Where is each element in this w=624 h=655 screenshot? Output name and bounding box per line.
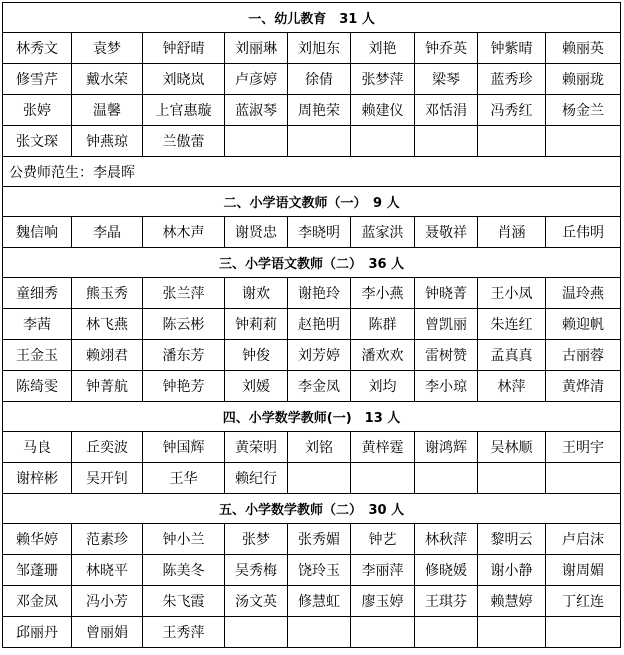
name-cell: 朱飞霞 — [143, 586, 225, 617]
name-cell: 林晓平 — [72, 555, 143, 586]
name-cell: 钟艳芳 — [143, 371, 225, 402]
name-cell: 饶玲玉 — [288, 555, 351, 586]
name-cell: 廖玉婷 — [351, 586, 415, 617]
name-cell: 王琪芬 — [415, 586, 478, 617]
name-cell: 蓝家洪 — [351, 217, 415, 248]
name-cell: 李茜 — [3, 309, 72, 340]
name-row — [3, 524, 621, 555]
name-cell: 赖建仪 — [351, 95, 415, 126]
name-cell: 刘均 — [351, 371, 415, 402]
name-cell: 温馨 — [72, 95, 143, 126]
name-cell: 李小琼 — [415, 371, 478, 402]
name-cell: 卢彦婷 — [225, 64, 288, 95]
name-cell: 朱连红 — [478, 309, 546, 340]
section-header-row — [3, 3, 621, 33]
name-cell: 邓恬涓 — [415, 95, 478, 126]
name-cell: 丁红连 — [546, 586, 621, 617]
name-cell: 王小凤 — [478, 278, 546, 309]
name-cell: 雷树赞 — [415, 340, 478, 371]
name-cell: 张梦萍 — [351, 64, 415, 95]
name-cell: 冯小芳 — [72, 586, 143, 617]
name-cell: 钟艺 — [351, 524, 415, 555]
name-cell: 钟菁航 — [72, 371, 143, 402]
name-cell: 刘丽琳 — [225, 33, 288, 64]
name-cell: 卢启沫 — [546, 524, 621, 555]
name-cell: 吴开钊 — [72, 463, 143, 494]
name-cell: 张婷 — [3, 95, 72, 126]
name-cell: 钟舒晴 — [143, 33, 225, 64]
section-note: 公费师范生：李晨晖 — [3, 157, 621, 187]
name-cell: 钟晓菁 — [415, 278, 478, 309]
name-cell: 林飞燕 — [72, 309, 143, 340]
name-cell: 王华 — [143, 463, 225, 494]
name-cell: 魏信响 — [3, 217, 72, 248]
section-title: 五、小学数学教师（二） 30 人 — [3, 494, 621, 524]
name-cell: 谢周媚 — [546, 555, 621, 586]
name-cell: 马良 — [3, 432, 72, 463]
name-cell: 林萍 — [478, 371, 546, 402]
name-row — [3, 278, 621, 309]
name-cell: 王秀萍 — [143, 617, 225, 648]
name-cell: 李金凤 — [288, 371, 351, 402]
name-cell: 李丽萍 — [351, 555, 415, 586]
name-cell: 刘晓岚 — [143, 64, 225, 95]
name-cell: 曾丽娟 — [72, 617, 143, 648]
name-cell — [225, 617, 288, 648]
name-row — [3, 217, 621, 248]
name-cell: 修雪芹 — [3, 64, 72, 95]
name-cell: 钟国辉 — [143, 432, 225, 463]
name-row — [3, 33, 621, 64]
name-cell: 钟紫晴 — [478, 33, 546, 64]
name-cell — [546, 126, 621, 157]
name-cell: 刘媛 — [225, 371, 288, 402]
name-cell: 张兰萍 — [143, 278, 225, 309]
name-cell: 赖丽英 — [546, 33, 621, 64]
section-header-row — [3, 248, 621, 278]
name-cell: 赵艳明 — [288, 309, 351, 340]
name-cell: 谢欢 — [225, 278, 288, 309]
name-cell: 陈美冬 — [143, 555, 225, 586]
section-title: 二、小学语文教师（一） 9 人 — [3, 187, 621, 217]
name-cell: 林秀文 — [3, 33, 72, 64]
name-row — [3, 309, 621, 340]
name-cell: 李小燕 — [351, 278, 415, 309]
name-cell: 张文琛 — [3, 126, 72, 157]
name-cell: 王明宇 — [546, 432, 621, 463]
name-row — [3, 64, 621, 95]
name-cell: 赖华婷 — [3, 524, 72, 555]
name-row — [3, 371, 621, 402]
section-header-row — [3, 402, 621, 432]
name-cell: 兰傲蕾 — [143, 126, 225, 157]
name-cell: 王金玉 — [3, 340, 72, 371]
name-cell: 钟燕琼 — [72, 126, 143, 157]
section-title: 一、幼儿教育 31 人 — [3, 3, 621, 33]
name-cell: 杨金兰 — [546, 95, 621, 126]
name-cell: 肖涵 — [478, 217, 546, 248]
name-cell: 刘铭 — [288, 432, 351, 463]
name-cell: 谢艳玲 — [288, 278, 351, 309]
name-cell — [288, 463, 351, 494]
name-cell: 邓金凤 — [3, 586, 72, 617]
name-cell: 钟乔英 — [415, 33, 478, 64]
name-cell: 潘欢欢 — [351, 340, 415, 371]
name-cell: 钟小兰 — [143, 524, 225, 555]
name-cell: 陈云彬 — [143, 309, 225, 340]
name-cell: 袁梦 — [72, 33, 143, 64]
name-cell: 谢梓彬 — [3, 463, 72, 494]
name-cell — [351, 617, 415, 648]
name-cell: 丘奕波 — [72, 432, 143, 463]
name-row — [3, 432, 621, 463]
name-cell — [225, 126, 288, 157]
name-row — [3, 126, 621, 157]
section-title: 四、小学数学教师(一) 13 人 — [3, 402, 621, 432]
name-row — [3, 95, 621, 126]
name-row — [3, 555, 621, 586]
name-cell: 刘芳婷 — [288, 340, 351, 371]
name-cell: 刘旭东 — [288, 33, 351, 64]
name-cell — [415, 126, 478, 157]
name-cell — [546, 617, 621, 648]
name-cell: 周艳荣 — [288, 95, 351, 126]
name-cell: 陈绮雯 — [3, 371, 72, 402]
name-cell: 钟莉莉 — [225, 309, 288, 340]
name-cell: 谢鸿辉 — [415, 432, 478, 463]
name-cell: 范素珍 — [72, 524, 143, 555]
name-cell — [288, 617, 351, 648]
name-cell: 吴林顺 — [478, 432, 546, 463]
name-cell: 钟俊 — [225, 340, 288, 371]
name-cell: 林木声 — [143, 217, 225, 248]
name-cell: 张梦 — [225, 524, 288, 555]
section-header-row — [3, 494, 621, 524]
name-cell: 温玲燕 — [546, 278, 621, 309]
name-cell: 蓝淑琴 — [225, 95, 288, 126]
name-cell — [351, 126, 415, 157]
name-cell: 古丽蓉 — [546, 340, 621, 371]
name-cell: 李晓明 — [288, 217, 351, 248]
name-cell — [478, 126, 546, 157]
name-cell: 赖慧婷 — [478, 586, 546, 617]
note-row — [3, 157, 621, 187]
name-cell: 赖纪行 — [225, 463, 288, 494]
name-cell: 赖翊君 — [72, 340, 143, 371]
name-cell: 曾凯丽 — [415, 309, 478, 340]
name-cell: 丘伟明 — [546, 217, 621, 248]
name-cell: 黄烨清 — [546, 371, 621, 402]
name-cell: 谢小静 — [478, 555, 546, 586]
name-cell: 徐倩 — [288, 64, 351, 95]
name-cell: 冯秀红 — [478, 95, 546, 126]
name-row — [3, 340, 621, 371]
name-cell: 熊玉秀 — [72, 278, 143, 309]
name-cell: 修慧虹 — [288, 586, 351, 617]
name-cell: 戴水荣 — [72, 64, 143, 95]
section-header-row — [3, 187, 621, 217]
name-cell: 赖迎帆 — [546, 309, 621, 340]
name-cell: 吴秀梅 — [225, 555, 288, 586]
name-cell — [288, 126, 351, 157]
name-cell: 陈群 — [351, 309, 415, 340]
name-cell — [478, 463, 546, 494]
name-cell — [478, 617, 546, 648]
name-cell: 林秋萍 — [415, 524, 478, 555]
name-cell: 童细秀 — [3, 278, 72, 309]
name-cell: 潘东芳 — [143, 340, 225, 371]
name-cell: 张秀媚 — [288, 524, 351, 555]
name-cell: 修晓媛 — [415, 555, 478, 586]
name-cell: 孟真真 — [478, 340, 546, 371]
name-cell — [546, 463, 621, 494]
name-cell: 黎明云 — [478, 524, 546, 555]
name-cell: 刘艳 — [351, 33, 415, 64]
name-cell: 黄梓霆 — [351, 432, 415, 463]
name-row — [3, 463, 621, 494]
name-cell: 汤文英 — [225, 586, 288, 617]
name-cell: 邹蓬珊 — [3, 555, 72, 586]
name-cell: 赖丽珑 — [546, 64, 621, 95]
name-cell: 聂敬祥 — [415, 217, 478, 248]
name-cell: 邱丽丹 — [3, 617, 72, 648]
name-cell: 黄荣明 — [225, 432, 288, 463]
name-cell: 李晶 — [72, 217, 143, 248]
section-title: 三、小学语文教师（二） 36 人 — [3, 248, 621, 278]
name-cell: 梁琴 — [415, 64, 478, 95]
name-cell — [351, 463, 415, 494]
name-cell: 蓝秀珍 — [478, 64, 546, 95]
name-cell: 上官惠璇 — [143, 95, 225, 126]
name-row — [3, 586, 621, 617]
name-cell — [415, 617, 478, 648]
teacher-list-table — [2, 2, 621, 648]
name-cell: 谢贤忠 — [225, 217, 288, 248]
name-cell — [415, 463, 478, 494]
name-row — [3, 617, 621, 648]
